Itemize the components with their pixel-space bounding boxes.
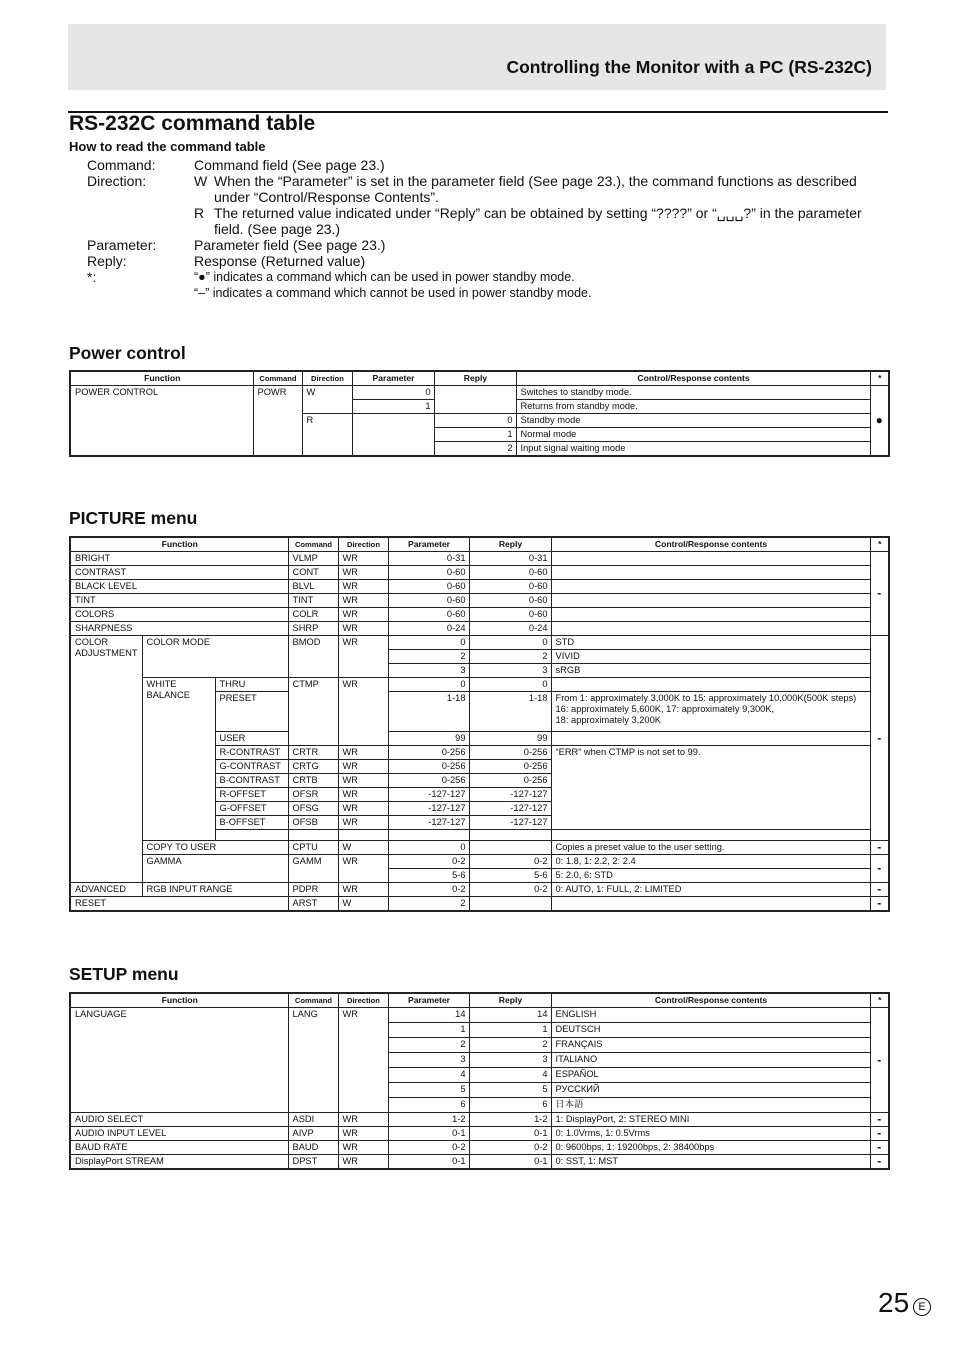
table-row: 1 1 DEUTSCH [70, 1023, 889, 1038]
table-row: AUDIO INPUT LEVEL AIVP WR 0-1 0-1 0: 1.0Vrms, 1: 0.5Vrms - [70, 1127, 889, 1141]
table-header-row: Function Command Direction Parameter Reply Control/Response contents * [70, 537, 889, 552]
table-row: 1 Returns from standby mode. [70, 400, 889, 414]
table-row: COPY TO USER CPTU W 0 Copies a preset value to the user setting. - [70, 841, 889, 855]
table-row: POWER CONTROL POWR W 0 Switches to standby mode. ● [70, 386, 889, 400]
standby-dash-mark: - [870, 1008, 889, 1113]
table-row: RESET ARST W 2 - [70, 897, 889, 912]
table-row: 2 2 VIVID [70, 650, 889, 664]
table-row: R-OFFSET OFSR WR -127-127 -127-127 [70, 788, 889, 802]
standby-dash-mark: - [870, 897, 889, 912]
table-row: COLORS COLR WR 0-60 0-60 [70, 608, 889, 622]
legend-star: *: “●” indicates a command which can be used in power standby mode. “–” indicates a command which cannot be used in power standby mode. [87, 269, 592, 300]
standby-dash-mark: - [870, 883, 889, 897]
standby-dash-mark: - [870, 1141, 889, 1155]
table-row: 6 6 日本語 [70, 1098, 889, 1113]
header-band [68, 24, 886, 90]
picture-section-title: PICTURE menu [69, 508, 198, 528]
power-section-title: Power control [69, 343, 186, 363]
power-table [69, 370, 890, 457]
table-row: 5-6 5-6 5: 2.0, 6: STD [70, 869, 889, 883]
setup-section-title: SETUP menu [69, 964, 179, 984]
standby-dash-mark: - [870, 636, 889, 841]
page-number: 25 [878, 1287, 910, 1318]
table-row: BLACK LEVEL BLVL WR 0-60 0-60 [70, 580, 889, 594]
table-row: G-CONTRAST CRTG WR 0-256 0-256 [70, 760, 889, 774]
table-row: SHARPNESS SHRP WR 0-24 0-24 [70, 622, 889, 636]
table-row: BAUD RATE BAUD WR 0-2 0-2 0: 9600bps, 1: 19200bps, 2: 38400bps - [70, 1141, 889, 1155]
standby-dash-mark: - [870, 552, 889, 636]
table-row: 3 3 ITALIANO [70, 1053, 889, 1068]
standby-dash-mark: - [870, 1113, 889, 1127]
page-title: RS-232C command table [69, 112, 316, 135]
table-header-row: Function Command Direction Parameter Reply Control/Response contents * [70, 993, 889, 1008]
table-row: DisplayPort STREAM DPST WR 0-1 0-1 0: SST, 1: MST - [70, 1155, 889, 1170]
table-row: 4 4 ESPAÑOL [70, 1068, 889, 1083]
table-row: R-CONTRAST CRTR WR 0-256 0-256 “ERR” when CTMP is not set to 99. [70, 746, 889, 760]
standby-dash-mark: - [870, 841, 889, 855]
howto-legend [87, 157, 887, 301]
table-row: COLOR ADJUSTMENT COLOR MODE BMOD WR 0 0 STD - [70, 636, 889, 650]
legend-command: Command: Command field (See page 23.) [87, 157, 385, 173]
table-row: AUDIO SELECT ASDI WR 1-2 1-2 1: DisplayPort, 2: STEREO MINI - [70, 1113, 889, 1127]
table-row: GAMMA GAMM WR 0-2 0-2 0: 1.8, 1: 2.2, 2: 2.4 - [70, 855, 889, 869]
standby-dash-mark: - [870, 855, 889, 883]
table-row: B-CONTRAST CRTB WR 0-256 0-256 [70, 774, 889, 788]
table-row: R 0 Standby mode [70, 414, 889, 428]
picture-table [69, 536, 890, 912]
table-row: TINT TINT WR 0-60 0-60 [70, 594, 889, 608]
standby-dash-mark: - [870, 1127, 889, 1141]
setup-table [69, 992, 890, 1170]
table-row: 5 5 РУССКИЙ [70, 1083, 889, 1098]
table-row: G-OFFSET OFSG WR -127-127 -127-127 [70, 802, 889, 816]
language-badge: E [913, 1298, 931, 1316]
table-row: 2 2 FRANÇAIS [70, 1038, 889, 1053]
table-row: 3 3 sRGB [70, 664, 889, 678]
table-row: CONTRAST CONT WR 0-60 0-60 [70, 566, 889, 580]
table-header-row: Function Command Direction Parameter Reply Control/Response contents * [70, 371, 889, 386]
table-row: PRESET 1-18 1-18 From 1: approximately 3,000K to 15: approximately 10,000K(500K steps) 16: approximately 5,600K, 17: approximately 9,300K, 18: approximately 3,200K [70, 692, 889, 732]
legend-parameter: Parameter: Parameter field (See page 23.) [87, 237, 386, 253]
table-row: B-OFFSET OFSB WR -127-127 -127-127 [70, 816, 889, 830]
legend-direction: Direction: W When the “Parameter” is set in the parameter field (See page 23.), the command functions as described under “Control/Response Contents”. R The returned value indicated under “Reply” can be obtained by setting “????” or “␣␣␣?” in the parameter field. (See page 23.) [87, 173, 862, 237]
table-row: 2 Input signal waiting mode [70, 442, 889, 457]
standby-dot-mark: ● [870, 386, 889, 457]
table-row: ADVANCED RGB INPUT RANGE PDPR WR 0-2 0-2 0: AUTO, 1: FULL, 2: LIMITED - [70, 883, 889, 897]
table-row: BRIGHT VLMP WR 0-31 0-31 - [70, 552, 889, 566]
table-row: 1 Normal mode [70, 428, 889, 442]
legend-reply: Reply: Response (Returned value) [87, 253, 366, 269]
table-row: WHITE BALANCE THRU CTMP WR 0 0 [70, 678, 889, 692]
header-title: Controlling the Monitor with a PC (RS-232C) [506, 57, 872, 77]
standby-dash-mark: - [870, 1155, 889, 1170]
table-row: LANGUAGE LANG WR 14 14 ENGLISH - [70, 1008, 889, 1023]
howto-title: How to read the command table [69, 139, 266, 154]
table-row: USER 99 99 [70, 732, 889, 746]
